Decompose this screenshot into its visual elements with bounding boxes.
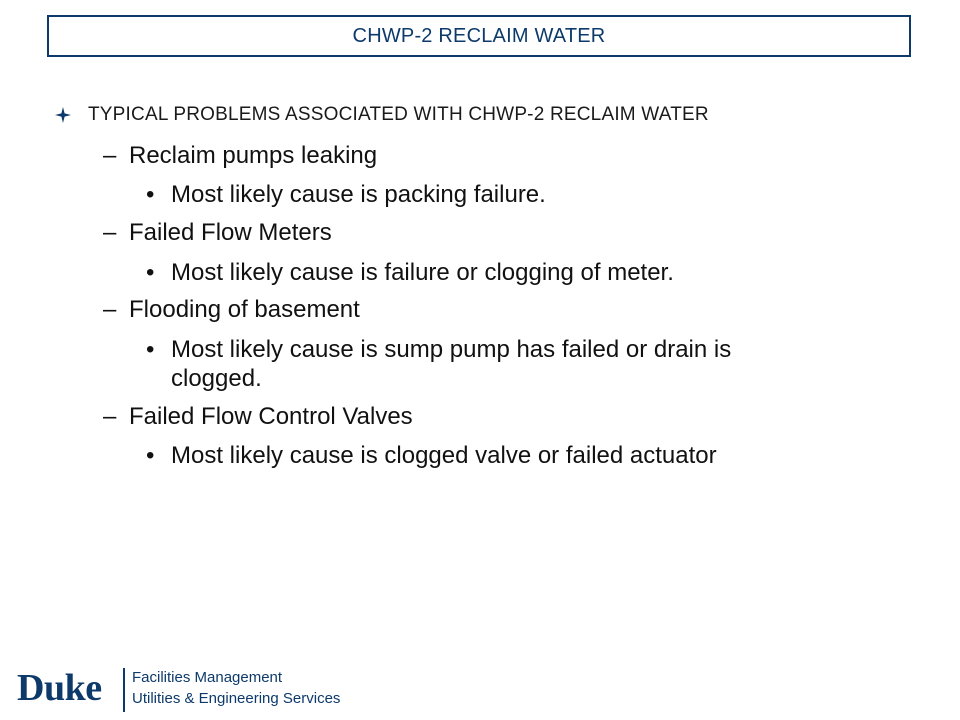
list-item [103, 296, 360, 324]
list-item [103, 142, 377, 170]
footer-department: Facilities Management [132, 669, 283, 686]
item-label: Reclaim pumps leaking [129, 142, 378, 169]
footer-divider [123, 668, 125, 712]
item-detail: Most likely cause is sump pump has failed or drain is clogged. [171, 336, 732, 392]
bullet-marker: • [146, 442, 155, 469]
item-label: Flooding of basement [129, 296, 360, 323]
bullet-marker: • [146, 336, 155, 363]
item-label: Failed Flow Control Valves [129, 403, 413, 430]
list-item-detail [146, 441, 826, 470]
slide-title: CHWP-2 RECLAIM WATER [352, 24, 606, 47]
footer-subdepartment: Utilities & Engineering Services [132, 690, 341, 707]
list-item-detail [146, 258, 826, 287]
item-detail: Most likely cause is clogged valve or failed actuator [171, 442, 717, 469]
list-item-detail [146, 335, 826, 393]
dash-marker: – [103, 219, 117, 246]
bullet-marker: • [146, 181, 155, 208]
dash-marker: – [103, 296, 117, 323]
dash-marker: – [103, 403, 117, 430]
item-label: Failed Flow Meters [129, 219, 332, 246]
list-item-detail [146, 180, 826, 209]
dash-marker: – [103, 142, 117, 169]
slide-title-box [47, 15, 911, 57]
list-item [103, 403, 413, 431]
four-point-star-icon [55, 107, 71, 123]
list-item [103, 219, 332, 247]
section-heading: TYPICAL PROBLEMS ASSOCIATED WITH CHWP-2 RECLAIM WATER [88, 104, 709, 125]
duke-logo: Duke [17, 667, 102, 709]
bullet-marker: • [146, 259, 155, 286]
item-detail: Most likely cause is packing failure. [171, 181, 546, 208]
item-detail: Most likely cause is failure or clogging of meter. [171, 259, 674, 286]
